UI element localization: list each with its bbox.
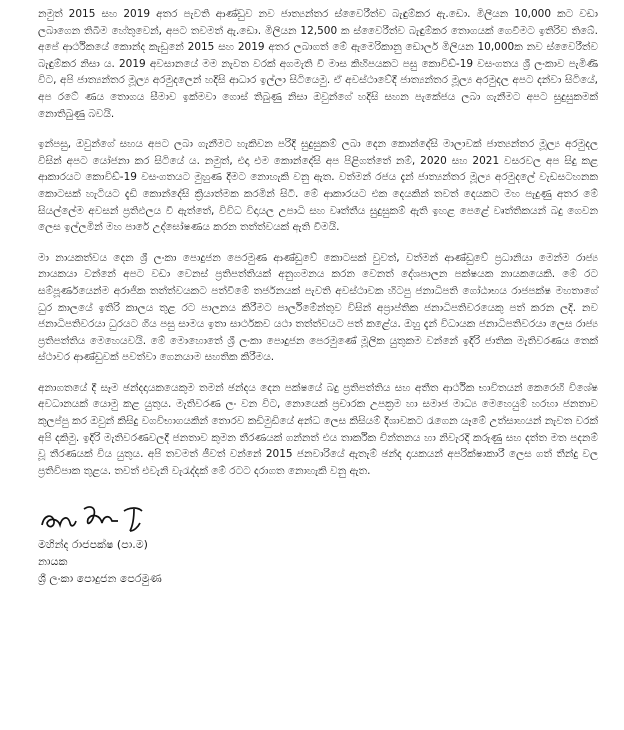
handwritten-signature	[38, 497, 168, 537]
signer-party: ශ්‍රී ලංකා පොදුජන පෙරමුණ	[38, 571, 162, 585]
paragraph-3: මා නායකත්වය දෙන ශ්‍රී ලංකා පොදුජන පෙරමුණ ආණ්ඩුවේ කොටසක් වුවත්, වත්මන් ආණ්ඩුවේ ප්‍රධානියා මෙන්ම රාජ්‍ය නායකයා වන්නේ අපට වඩා වෙනස් ප්‍රතිපත්තියක් අනුගමනය කරන වෙනත් දේශපාලන පක්ෂයක නායකයෙකි. මේ රට සම්පූර්ණයෙන්ම අරාජික තත්ත්වයකට පත්වීමේ තර්ජනයක් පැවති අවස්ථාවක හිටපු ජනාධිපති ගෝඨාභය රාජපක්ෂ මහතාගේ ධුර කාලයේ ඉතිරි කාලය තුළ රට පාලනය කිරීමට පාර්ලිමේන්තුව විසින් අප්‍රාප්තික ජනාධිපතිවරයෙකු පත් කරන ලදි. නව ජනාධිපතිවරයා ධුරයට ගිය පසු සාමය ඉතා සාර්ථකව යථා තත්ත්වයට පත් කළේය. ඔහු දැන් විධායක ජනාධිපතිවරයා ලෙස රාජ්‍ය ප්‍රතිපත්තිය මෙහෙයවයි. මේ මොහොතේ ශ්‍රී ලංකා පොදුජන පෙරමුණේ මූලික යුතුකම වන්නේ ඉදිරි ජාතික මැතිවරණය තෙක් ස්ථාවර ආණ්ඩුවක් පවත්වා ගෙනයාම සහතික කිරීමය.	[38, 251, 598, 364]
signer-name: මහින්ද රාජපක්ෂ (පා.ම)	[38, 538, 148, 552]
paragraph-2: ඉන්පසු, ඔවුන්ගේ සහය අපට ලබා ගැනීමට හැකිවන පරිදි සුදුසුකම් ලබා දෙන කොන්දේසි මාලාවක් ජාත්‍යන්තර මූල්‍ය අරමුදල විසින් අපට යෝජනා කර සිටියේ ය. නමුත්, එදා එම කොන්දේසි අප පිළිගත්තේ නම්, 2020 සහ 2021 වසරවල අප සිදු කළ ආකාරයට කොවිඩ්-19 වසංගතයට මුහුණ දීමට නොහැකි වනු ඇත. වත්මන් රජය දැන් ජාත්‍යන්තර මූල්‍ය අරමුදලේ වැඩසටහනක කොටසක් හැටියට දැඩි කොන්දේසි ක්‍රියාත්මක කරමින් සිටී. මේ ආකාරයට එක දෙයකින් තවත් දෙයකට මහ පැදුණු අතර මේ සියල්ලේම අවසන් ප්‍රතිඵලය වී ඇත්තේ, විවිධ විදායල උපාධි සහ වෘත්තීය සුදුසුකම් ඇති ඉහළ පෙළේ වෘත්තිකයන් බදු ගෙවන ලෙස ඉල්ලමින් මහ පාරේ උද්ඝෝෂණය කරන තත්ත්වයක් ඇති වීමයි.	[38, 138, 598, 234]
paragraph-1: නමුත් 2015 සහ 2019 අතර පැවති ආණ්ඩුව නව ජාත්‍යන්තර ස්වෛරීත්ව බැඳුම්කර ඇ.ඩො. මිලියන 10,000 කට වඩා ලබාගෙන තිබීම හේතුවෙන්, අපට තවමත් ඇ.ඩො. මිලියන 12,500 ක ස්වෛරීත්ව බැඳුම්කර තොගයක් ගෙවීමට ඉතිරිව තිබේ. අපේ ආර්ථිකයේ කොන්ද කැඩුනේ 2015 සහ 2019 අතර ලබාගත් මේ ඇමෙරිකානු ඩොලර් මිලියන 10,000ක නව ස්වෛරීත්ව බැඳුම්කර නිසා ය. 2019 අවසානයේ මම නැවත වරක් අගමැති වී මාස කිහිපයකට පසු කොවිඩ්-19 වසංගතය ශ්‍රී ලංකාව පැමිණි විට, අපි ජාත්‍යන්තර මූල්‍ය අරමුදලෙන් හදිසි ආධාර ඉල්ලා සිටියෙමු. ඒ අවස්ථාවේදී ජාත්‍යන්තර මූල්‍ය අරමුදල අපට දන්වා සිටියේ, අප රටේ ණය තොගය සීමාව ඉක්මවා ගොස් තිබුණු නිසා ඔවුන්ගේ හදිසි සහන පැකේජය ලබා ගැනීමට අපට සුදුසුකමක් නොතිබුණු බවයි.	[38, 8, 598, 120]
letter-body	[38, 6, 598, 587]
signer-title: නායක	[38, 555, 68, 569]
paragraph-4: අනාගතයේ දී සෑම ඡන්දදායකයෙකුම තමන් ඡන්දය දෙන පක්ෂයේ බදු ප්‍රතිපත්තිය සහ අතීත ආර්ථික භාවිතයන් කෙරෙහි විශේෂ අවධානයක් යොමු කළ යුතුය. මැතිවරණ ලං වන විට, නොයෙක් ප්‍රචාරක උපක්‍රම හා සමාජ මාධ්‍ය මෙහෙයුම් හරහා ජනතාව කුලප්පු කර ඔවුන් කිසිදු වගවිභාගයකින් තොරව කඩිමුඩියේ අන්ධ ලෙස කිසියම් දිශාවකට රැගෙන යෑමේ උත්සාහයන් නැවත වරක් අපි දකිමු. ඉදිරි මැතිවරණවලදී ජනතාව කුමන තීරණයක් ගන්නත් එය තාර්කික චින්තනය හා නිවැරදි කරුණු සහ දත්ත මත පදනම් වූ තීරණයක් විය යුතුය. අපි තවමත් ජීවත් වන්නේ 2015 ජනවාරියේ ඇතැම් ඡන්ද දායකයන් අපරික්ෂාකාරී ලෙස ගත් තීන්දු වල ප්‍රතිවිපාක තුළය. තවත් එවැනි වැරැද්දක් මේ රටට දරාගත නොහැකි වනු ඇත.	[38, 381, 598, 477]
